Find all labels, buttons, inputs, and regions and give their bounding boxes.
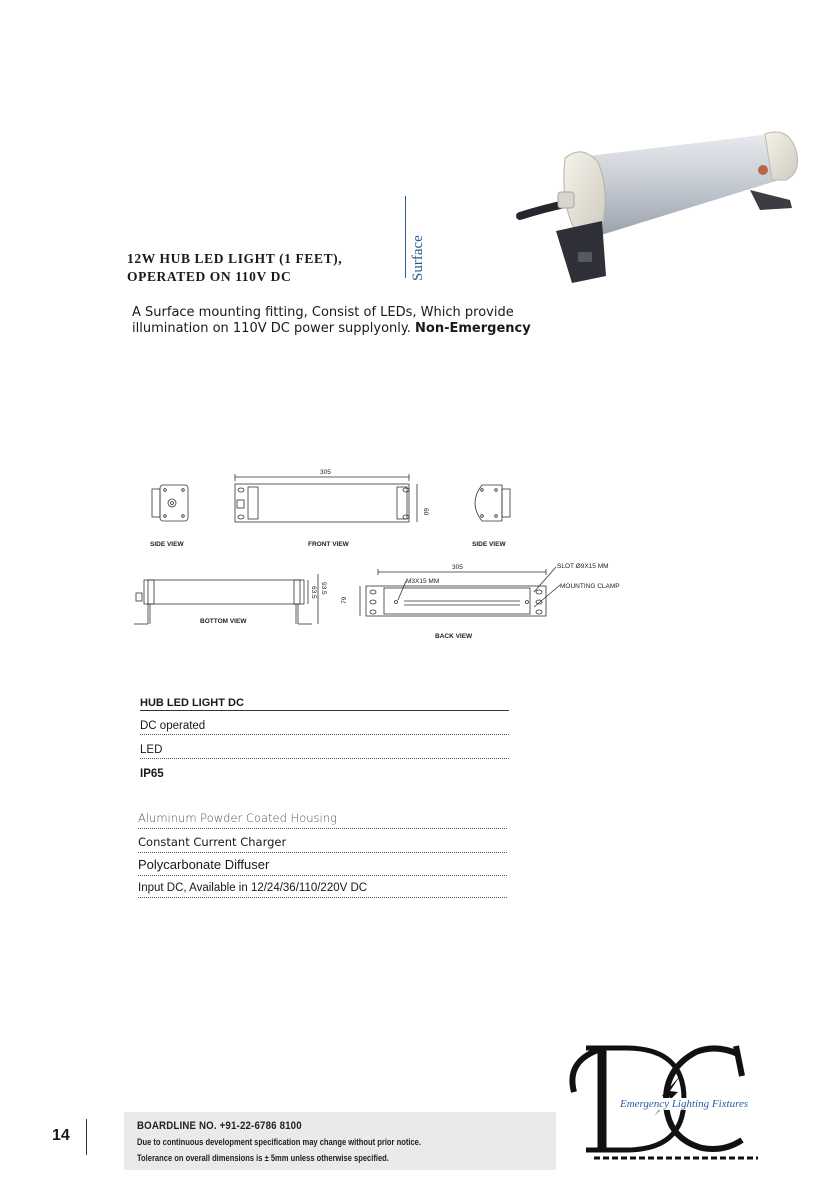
back-view-label: BACK VIEW (435, 633, 473, 640)
spec-heading: HUB LED LIGHT DC (140, 697, 509, 711)
feature-diffuser: Polycarbonate Diffuser (138, 857, 507, 876)
m3-label: M3X15 MM (406, 578, 440, 585)
product-description (132, 305, 552, 337)
footer-note-tolerance: Tolerance on overall dimensions is ± 5mm unless otherwise specified. (137, 1153, 389, 1163)
dim-front-height: 60 (422, 508, 429, 516)
description-emphasis: Non-Emergency (415, 321, 531, 336)
mounting-clamp-label: MOUNTING CLAMP (560, 583, 620, 590)
product-title (127, 250, 342, 286)
category-divider (405, 196, 406, 278)
side-view-left-label: SIDE VIEW (150, 541, 184, 548)
feature-charger: Constant Current Charger (138, 835, 507, 853)
description-text: A Surface mounting fitting, Consist of LEDs, Which provide illumination on 110V DC power supplyonly. (132, 305, 514, 336)
product-photo (510, 128, 800, 288)
feature-input: Input DC, Available in 12/24/36/110/220V DC (138, 882, 507, 898)
category-label: Surface (410, 235, 426, 281)
product-title-line1: 12W HUB LED LIGHT (1 FEET), (127, 251, 343, 266)
side-view-right-label: SIDE VIEW (472, 541, 506, 548)
logo-tagline: Emergency Lighting Fixtures (620, 1098, 749, 1110)
boardline-number: BOARDLINE NO. +91-22-6786 8100 (137, 1120, 302, 1132)
spec-row-dc: DC operated (140, 720, 509, 735)
dim-bottom-h1: 63.5 (310, 586, 317, 599)
bottom-view-label: BOTTOM VIEW (200, 618, 247, 625)
dim-back-length: 305 (452, 564, 463, 571)
feature-housing: Aluminum Powder Coated Housing (138, 811, 507, 829)
slot-label: SLOT Ø9X15 MM (557, 563, 609, 570)
dim-bottom-h2: 93.5 (320, 582, 327, 595)
footer-note-spec: Due to continuous development specification may change without prior notice. (137, 1137, 421, 1147)
dim-front-length: 305 (320, 469, 331, 476)
page-number-divider (86, 1119, 87, 1155)
product-title-line2: OPERATED ON 110V DC (127, 269, 292, 284)
spec-row-ip: IP65 (140, 768, 164, 780)
front-view-label: FRONT VIEW (308, 541, 349, 548)
spec-row-led: LED (140, 744, 509, 759)
technical-drawing (120, 462, 640, 647)
dim-back-height: 79 (341, 596, 348, 604)
page-number: 14 (52, 1127, 70, 1144)
